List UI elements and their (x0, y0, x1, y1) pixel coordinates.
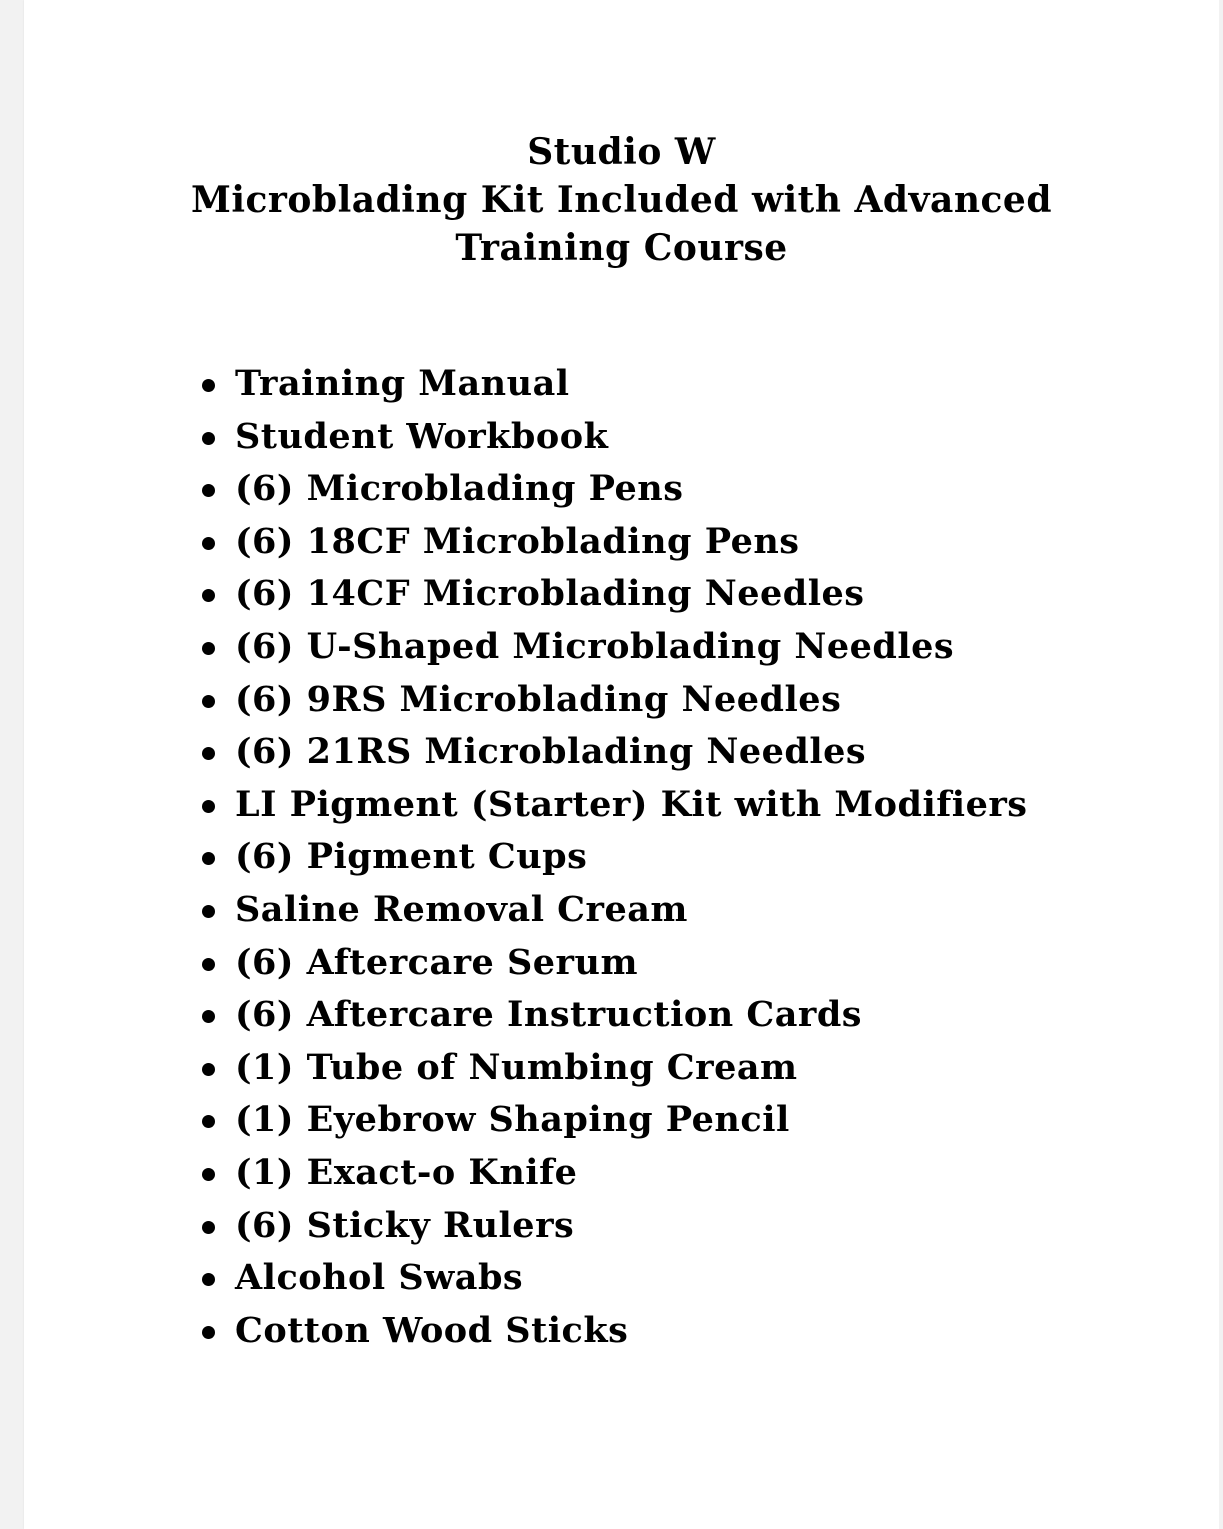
list-item (200, 568, 1028, 621)
list-item (200, 779, 1028, 832)
list-item-text: (6) 21RS Microblading Needles (235, 731, 867, 773)
list-item (200, 831, 1028, 884)
list-item-text: Student Workbook (235, 415, 609, 457)
bullet-icon (202, 852, 215, 865)
bullet-icon (202, 1115, 215, 1128)
bullet-icon (202, 1326, 215, 1339)
list-item (200, 1042, 1028, 1095)
bullet-icon (202, 800, 215, 813)
list-item-text: (6) Pigment Cups (235, 836, 588, 878)
list-item-text: (6) 18CF Microblading Pens (235, 520, 800, 562)
bullet-icon (202, 537, 215, 550)
bullet-icon (202, 484, 215, 497)
list-item-text: (1) Exact-o Knife (235, 1151, 578, 1193)
list-item (200, 1147, 1028, 1200)
bullet-icon (202, 1168, 215, 1181)
page-edge (1219, 0, 1223, 1529)
title-line-course: Training Course (455, 227, 788, 269)
list-item (200, 621, 1028, 674)
list-item-text: (6) 14CF Microblading Needles (235, 573, 865, 615)
list-item-text: (1) Tube of Numbing Cream (235, 1046, 798, 1088)
bullet-icon (202, 695, 215, 708)
bullet-icon (202, 432, 215, 445)
list-item-text: (6) Microblading Pens (235, 468, 684, 510)
document-title (24, 128, 1219, 272)
title-line-kit: Microblading Kit Included with Advanced (190, 179, 1053, 221)
title-line-studio: Studio W (527, 131, 716, 173)
list-item (200, 516, 1028, 569)
bullet-icon (202, 747, 215, 760)
list-item-text: (6) Sticky Rulers (235, 1204, 575, 1246)
bullet-icon (202, 958, 215, 971)
list-item (200, 358, 1028, 411)
bullet-icon (202, 589, 215, 602)
list-item-text: Training Manual (235, 363, 570, 404)
bullet-icon (202, 1221, 215, 1234)
kit-item-list (200, 358, 1028, 1357)
list-item-text: (6) Aftercare Serum (235, 941, 638, 983)
bullet-icon (202, 379, 215, 392)
list-item (200, 1094, 1028, 1147)
bullet-icon (202, 1273, 215, 1286)
bullet-icon (202, 1010, 215, 1023)
list-item-text: LI Pigment (Starter) Kit with Modifiers (235, 783, 1028, 825)
document-page (24, 0, 1219, 1529)
list-item-text: (6) U-Shaped Microblading Needles (235, 625, 955, 667)
list-item (200, 726, 1028, 779)
list-item (200, 884, 1028, 937)
list-item (200, 411, 1028, 464)
bullet-icon (202, 642, 215, 655)
bullet-icon (202, 1063, 215, 1076)
list-item-text: Alcohol Swabs (235, 1257, 524, 1299)
list-item-text: (6) 9RS Microblading Needles (235, 678, 842, 720)
list-item (200, 1200, 1028, 1253)
list-item (200, 463, 1028, 516)
bullet-icon (202, 905, 215, 918)
list-item (200, 1252, 1028, 1305)
list-item (200, 674, 1028, 727)
list-item (200, 989, 1028, 1042)
list-item (200, 937, 1028, 990)
list-item-text: (6) Aftercare Instruction Cards (235, 994, 862, 1036)
list-item-text: Cotton Wood Sticks (235, 1309, 629, 1351)
list-item-text: (1) Eyebrow Shaping Pencil (235, 1099, 790, 1141)
list-item (200, 1305, 1028, 1358)
list-item-text: Saline Removal Cream (235, 888, 688, 930)
